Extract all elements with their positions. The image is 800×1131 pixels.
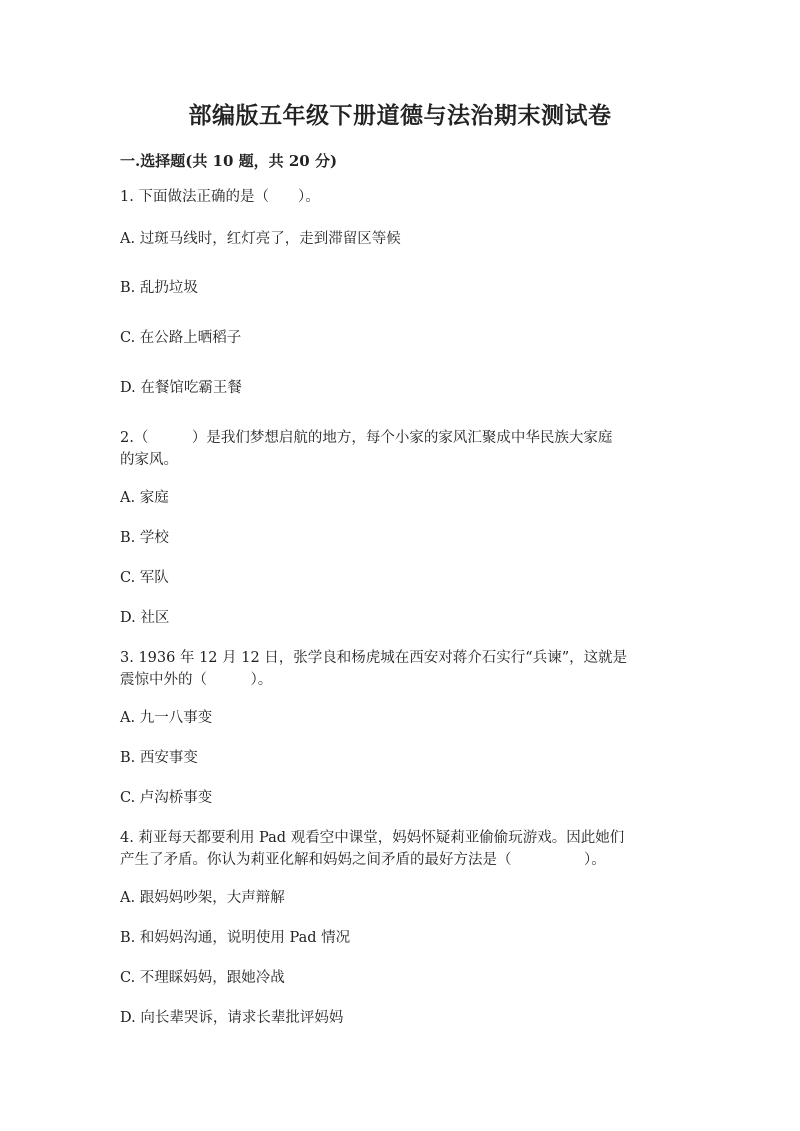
question-4-option-d: D. 向长辈哭诉，请求长辈批评妈妈	[120, 1010, 344, 1026]
question-4-stem-line-2: 产生了矛盾。你认为莉亚化解和妈妈之间矛盾的最好方法是（ ）。	[120, 852, 606, 868]
question-3-option-c: C. 卢沟桥事变	[120, 790, 213, 806]
question-3-option-a: A. 九一八事变	[120, 710, 213, 726]
question-2-option-b: B. 学校	[120, 530, 169, 546]
question-4-option-c: C. 不理睬妈妈，跟她冷战	[120, 970, 285, 986]
question-3-stem-line-2: 震惊中外的（ ）。	[120, 672, 273, 688]
question-1-option-a: A. 过斑马线时，红灯亮了，走到滞留区等候	[120, 231, 401, 247]
page-title: 部编版五年级下册道德与法治期末测试卷	[188, 102, 612, 129]
question-4-option-b: B. 和妈妈沟通，说明使用 Pad 情况	[120, 930, 351, 946]
question-1-option-c: C. 在公路上晒稻子	[120, 330, 242, 346]
question-4-option-a: A. 跟妈妈吵架，大声辩解	[120, 890, 285, 906]
section-heading: 一.选择题(共 10 题，共 20 分)	[120, 152, 338, 170]
question-2-option-d: D. 社区	[120, 610, 170, 626]
question-1-stem: 1. 下面做法正确的是（ ）。	[120, 189, 320, 205]
question-2-option-c: C. 军队	[120, 570, 169, 586]
question-3-stem-line-1: 3. 1936 年 12 月 12 日，张学良和杨虎城在西安对蒋介石实行“兵谏”，这就是	[120, 650, 628, 666]
question-2-stem-line-2: 的家风。	[120, 452, 178, 468]
question-1-option-d: D. 在餐馆吃霸王餐	[120, 380, 242, 396]
question-2-option-a: A. 家庭	[120, 490, 169, 506]
question-4-stem-line-1: 4. 莉亚每天都要利用 Pad 观看空中课堂，妈妈怀疑莉亚偷偷玩游戏。因此她们	[120, 830, 625, 846]
question-2-stem-line-1: 2.（ ）是我们梦想启航的地方，每个小家的家风汇聚成中华民族大家庭	[120, 430, 613, 446]
question-3-option-b: B. 西安事变	[120, 750, 198, 766]
question-1-option-b: B. 乱扔垃圾	[120, 280, 198, 296]
